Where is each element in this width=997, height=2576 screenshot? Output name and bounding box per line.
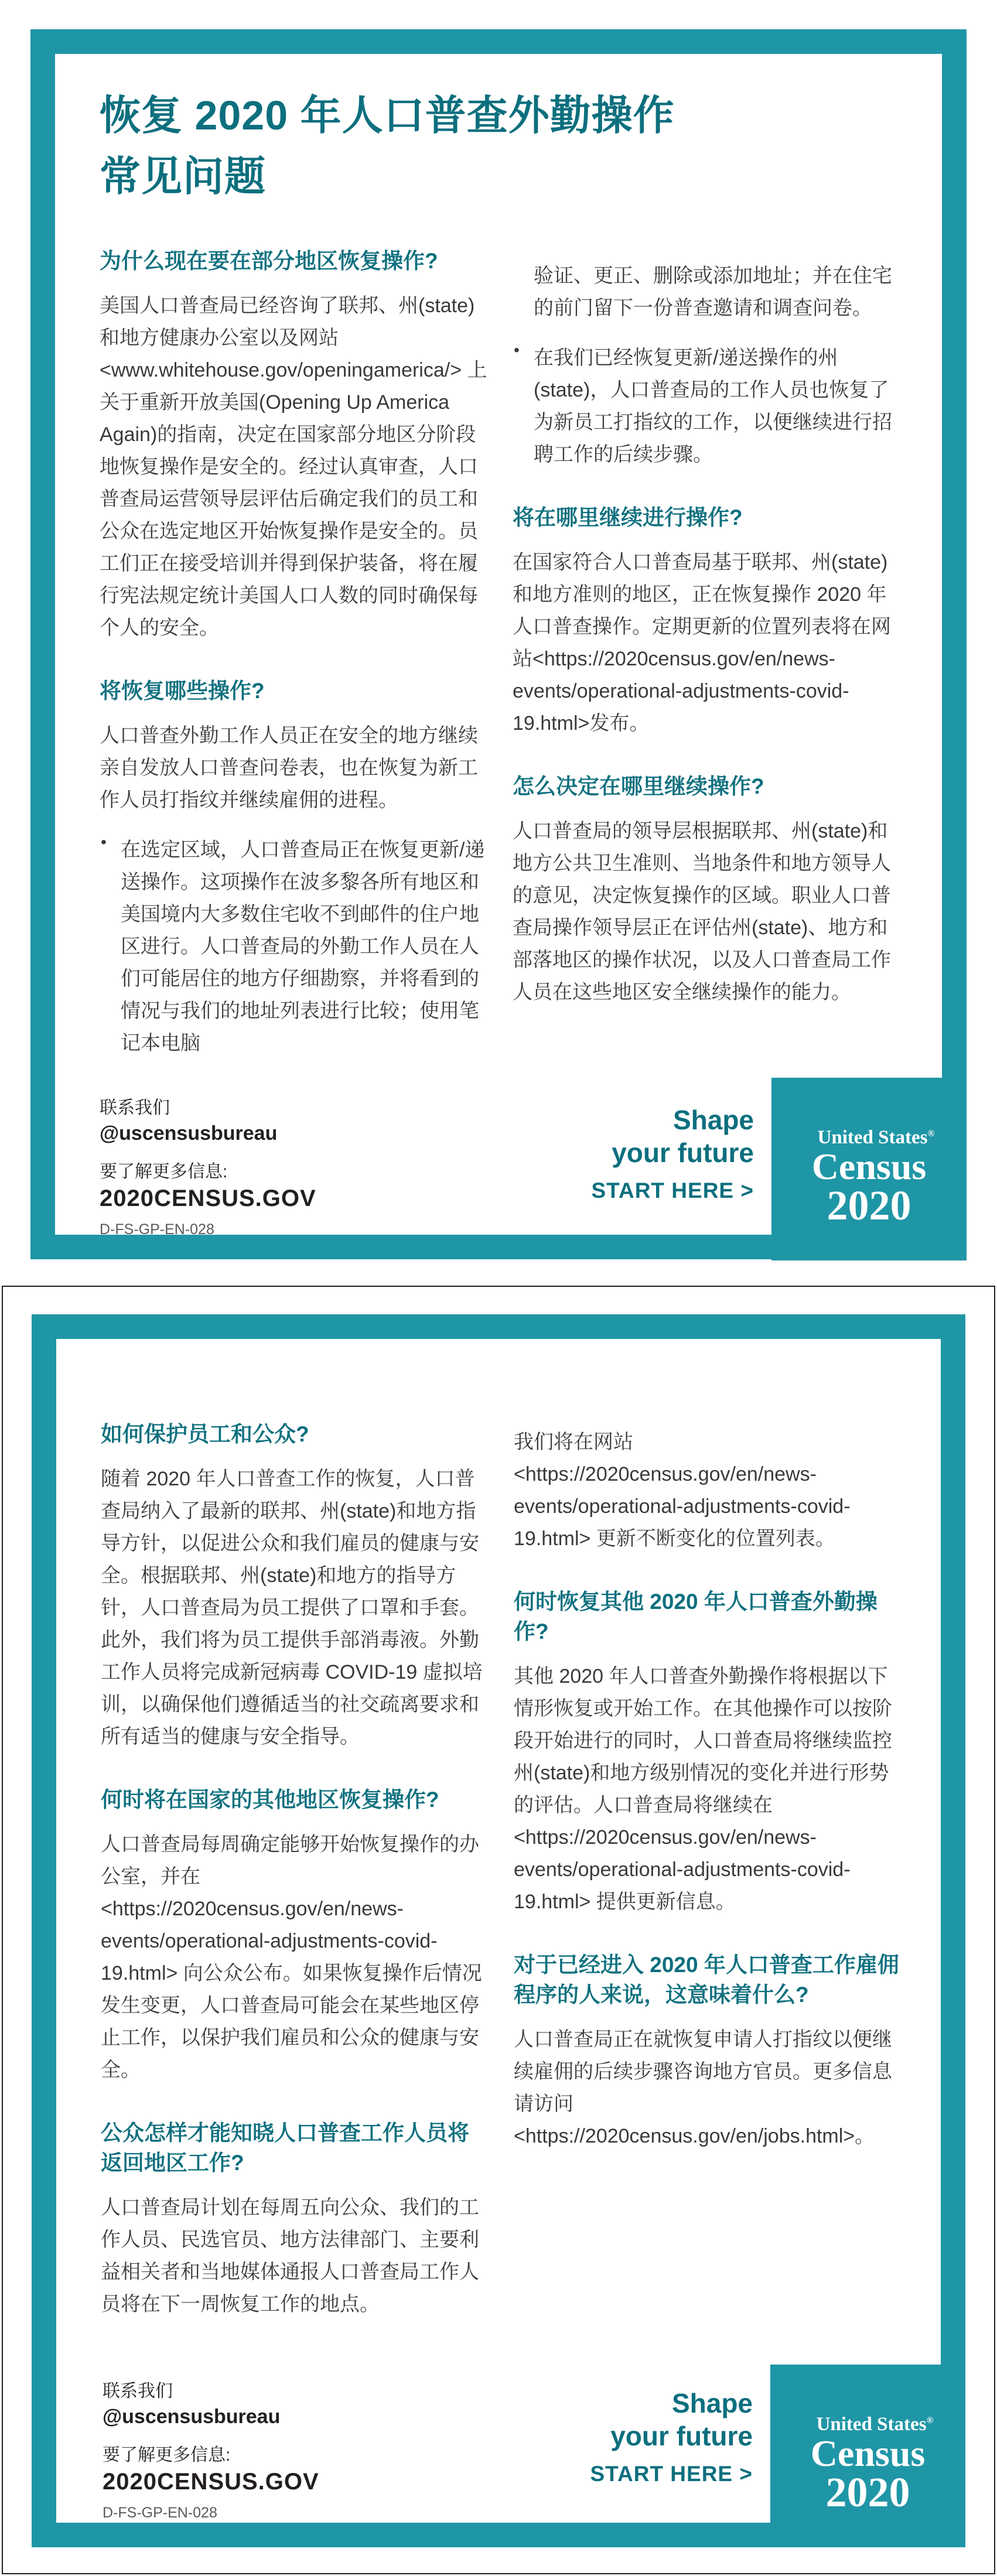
paragraph: 人口普查局计划在每周五向公众、我们的工作人员、民选官员、地方法律部门、主要利益相关者和当地媒体通报人口普查局工作人员将在下一周恢复工作的地点。 — [101, 2196, 479, 2316]
section-heading: 对于已经进入 2020 年人口普查工作雇佣程序的人来说，这意味着什么? — [514, 1953, 899, 2007]
document-title-line2: 常见问题 — [100, 153, 266, 199]
page-1 — [0, 0, 997, 1260]
section-heading: 怎么决定在哪里继续操作? — [513, 774, 764, 799]
bullet-item — [100, 834, 487, 1060]
paragraph: 在国家符合人口普查局基于联邦、州(state)和地方准则的地区，正在恢复操作 2020 年人口普查操作。定期更新的位置列表将在网站<https://2020census.gov/en/news-events/operational-adjustments-covid-19.html>发布。 — [513, 551, 891, 735]
section-heading: 将在哪里继续进行操作? — [513, 505, 743, 529]
logo-census-wordmark: Census — [810, 2432, 926, 2474]
paragraph: 人口普查局每周确定能够开始恢复操作的办公室，并在 <https://2020census.gov/en/news-events/operational-adjustments-covid-19.html> 向公众公布。如果恢复操作后情况发生变更，人口普查局可能会在某些地区停止工作，以保护我们雇员和公众的健康与安全。 — [101, 1833, 482, 2082]
section-heading: 公众怎样才能知晓人口普查工作人员将返回地区工作? — [101, 2121, 469, 2175]
document-title-line1: 恢复 2020 年人口普查外勤操作 — [100, 93, 675, 138]
paragraph: 我们将在网站<https://2020census.gov/en/news-events/operational-adjustments-covid-19.html> 更新不断变化的位置列表。 — [514, 1431, 851, 1550]
census-url: 2020CENSUS.GOV — [100, 1185, 316, 1212]
bullet-icon: • — [101, 833, 107, 852]
logo-united-states-text: United States — [816, 2414, 927, 2435]
logo-year: 2020 — [825, 2468, 910, 2516]
bullet-text: 在我们已经恢复更新/递送操作的州(state)，人口普查局的工作人员也恢复了为新员工打指纹的工作，以便继续进行招聘工作的后续步骤。 — [534, 347, 892, 466]
bullet-icon: • — [514, 341, 520, 359]
paragraph: 美国人口普查局已经咨询了联邦、州(state)和地方健康办公室以及网站 <www.whitehouse.gov/openingamerica/> 上关于重新开放美国(Opening Up America Again)的指南，决定在国家部分地区分阶段地恢复操作是安全的。经过认真审查，人口普查局运营领导层评估后确定我们的员工和公众在选定地区开始恢复操作是安全的。员工们正在接受培训并得到保护装备，将在履行宪法规定统计美国人口人数的同时确保每个人的安全。 — [100, 295, 487, 640]
census-2020-logo — [771, 1078, 967, 1260]
bullet-text: 在选定区域，人口普查局正在恢复更新/递送操作。这项操作在波多黎各所有地区和美国境内大多数住宅收不到邮件的住户地区进行。人口普查局的外勤工作人员在人们可能居住的地方仔细勘察，并将看到的情况与我们的地址列表进行比较；使用笔记本电脑 — [121, 839, 485, 1055]
social-handle: @uscensusbureau — [103, 2405, 281, 2428]
paragraph: 人口普查局正在就恢复申请人打指纹以便继续雇佣的后续步骤咨询地方官员。更多信息请访问 <https://2020census.gov/en/jobs.html>。 — [514, 2028, 892, 2148]
logo-united-states — [777, 2365, 972, 2434]
tagline-line1: Shape — [671, 2388, 753, 2418]
logo-year: 2020 — [827, 1181, 911, 1229]
census-2020-logo — [770, 2365, 965, 2547]
registered-trademark-icon: ® — [927, 1129, 935, 1139]
page2-left-column — [101, 1419, 489, 2336]
shape-your-future-tagline — [590, 2387, 753, 2486]
bullet-continuation-text: 验证、更正、删除或添加地址；并在住宅的前门留下一份普查邀请和调查问卷。 — [534, 265, 892, 319]
section-heading: 将恢复哪些操作? — [100, 679, 265, 703]
shape-your-future-tagline — [591, 1103, 754, 1203]
form-number: D-FS-GP-EN-028 — [103, 2505, 217, 2522]
more-info-label: 要了解更多信息: — [103, 2445, 231, 2465]
paragraph: 随着 2020 年人口普查工作的恢复，人口普查局纳入了最新的联邦、州(state)和地方指导方针，以促进公众和我们雇员的健康与安全。根据联邦、州(state)和地方的指导方针，人口普查局为员工提供了口罩和手套。此外，我们将为员工提供手部消毒液。外勤工作人员将完成新冠病毒 COVID-19 虚拟培训，以确保他们遵循适当的社交疏离要求和所有适当的健康与安全指导。 — [101, 1468, 483, 1748]
logo-census-wordmark: Census — [811, 1146, 927, 1187]
tagline-line1: Shape — [672, 1105, 754, 1135]
section-heading: 为什么现在要在部分地区恢复操作? — [100, 249, 438, 273]
section-heading: 何时将在国家的其他地区恢复操作? — [101, 1788, 439, 1812]
page2-right-column — [514, 1426, 905, 2168]
footer-contact-block — [103, 2380, 319, 2522]
section-heading: 如何保护员工和公众? — [101, 1422, 309, 1446]
page-2 — [2, 1286, 995, 2574]
document-title — [100, 86, 908, 207]
start-here-label: START HERE > — [590, 2462, 753, 2486]
page1-left-column — [100, 246, 487, 1075]
footer-contact-block — [100, 1096, 316, 1238]
paragraph: 人口普查外勤工作人员正在安全的地方继续亲自发放人口普查问卷表，也在恢复为新工作人员打指纹并继续雇佣的进程。 — [100, 725, 478, 812]
form-number: D-FS-GP-EN-028 — [100, 1221, 214, 1238]
tagline-line2: your future — [612, 1137, 754, 1169]
contact-us-label: 联系我们 — [100, 1098, 170, 1118]
section-heading: 何时恢复其他 2020 年人口普查外勤操作? — [514, 1590, 878, 1644]
more-info-label: 要了解更多信息: — [100, 1161, 228, 1181]
paragraph: 人口普查局的领导层根据联邦、州(state)和地方公共卫生准则、当地条件和地方领导人的意见，决定恢复操作的区域。职业人口普查局操作领导层正在评估州(state)、地方和部落地区的操作状况，以及人口普查局工作人员在这些地区安全继续操作的能力。 — [513, 820, 891, 1004]
logo-united-states-text: United States — [817, 1127, 928, 1148]
paragraph: 其他 2020 年人口普查外勤操作将根据以下情形恢复或开始工作。在其他操作可以按阶段开始进行的同时，人口普查局将继续监控州(state)和地方级别情况的变化并进行形势的评估。人口普查局将继续在 <https://2020census.gov/en/news-events/operational-adjustments-covid-19.html> 提供更新信息。 — [514, 1665, 892, 1914]
social-handle: @uscensusbureau — [100, 1122, 278, 1144]
contact-us-label: 联系我们 — [103, 2382, 173, 2401]
start-here-label: START HERE > — [591, 1178, 754, 1203]
bullet-item — [513, 342, 904, 471]
census-url: 2020CENSUS.GOV — [103, 2469, 319, 2495]
page1-right-column — [513, 260, 904, 1024]
logo-united-states — [779, 1078, 974, 1147]
tagline-line2: your future — [610, 2421, 753, 2452]
registered-trademark-icon: ® — [926, 2416, 934, 2425]
